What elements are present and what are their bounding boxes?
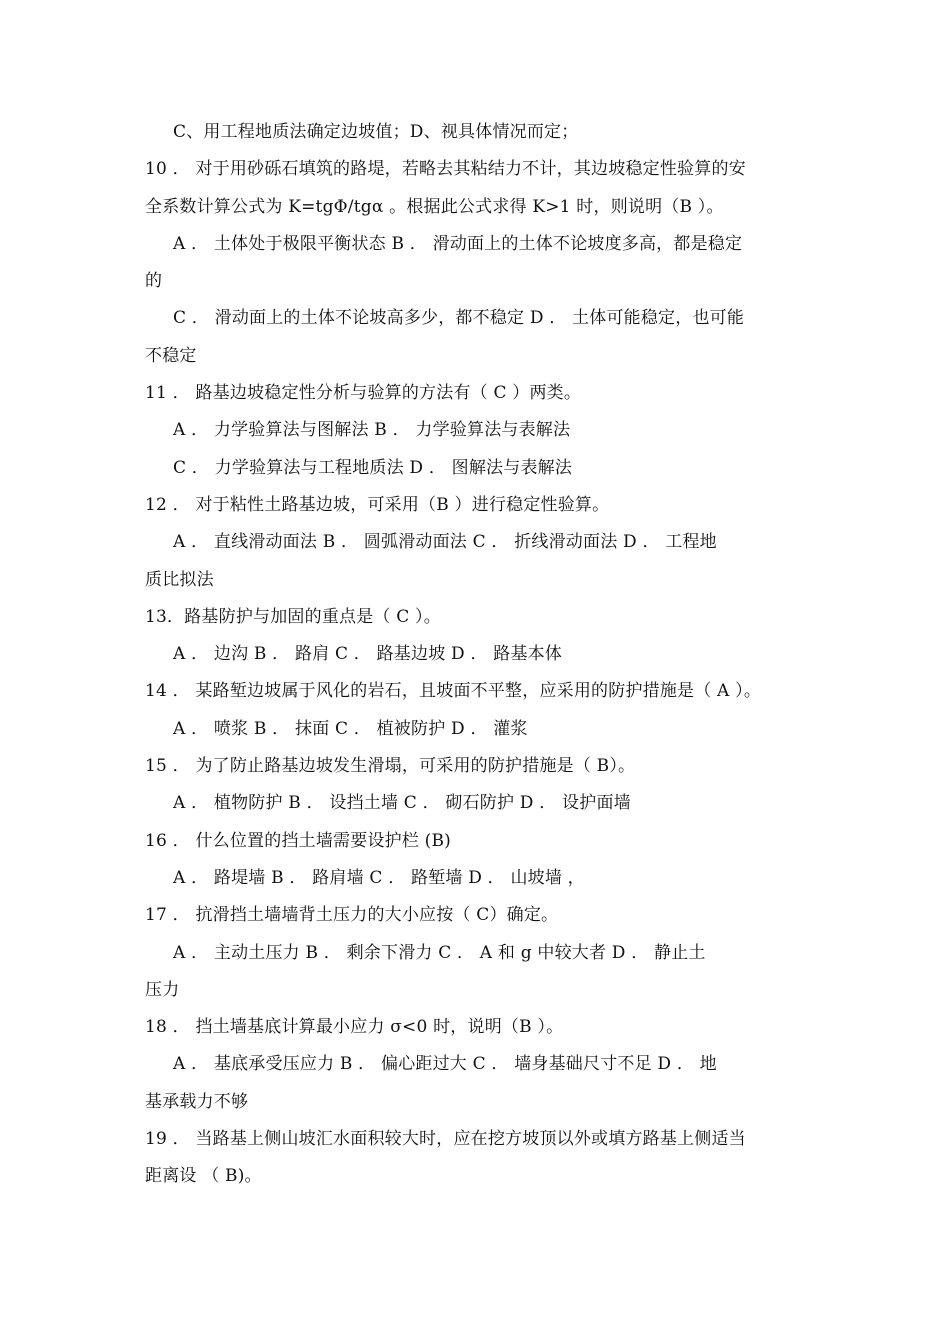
text-line: A ． 基底承受压应力 B ． 偏心距过大 C ． 墙身基础尺寸不足 D ． 地 [173,1054,717,1075]
text-line: 14 ． 某路堑边坡属于风化的岩石，且坡面不平整，应采用的防护措施是（ A ）。 [145,681,762,702]
text-line: 基承载力不够 [145,1091,249,1112]
text-line: A ． 植物防护 B ． 设挡土墙 C ． 砌石防护 D ． 设护面墙 [173,793,631,814]
text-line: 10 ． 对于用砂砾石填筑的路堤，若略去其粘结力不计，其边坡稳定性验算的安 [145,159,746,180]
text-line: A ． 力学验算法与图解法 B ． 力学验算法与表解法 [173,420,571,441]
text-line: 11 ． 路基边坡稳定性分析与验算的方法有（ C ）两类。 [145,383,582,404]
text-line: 13．路基防护与加固的重点是（ C ）。 [145,606,441,627]
text-line: C ． 力学验算法与工程地质法 D ． 图解法与表解法 [173,457,573,478]
text-line: C ． 滑动面上的土体不论坡高多少，都不稳定 D ． 土体可能稳定，也可能 [173,308,745,329]
text-line: A ． 主动土压力 B ． 剩余下滑力 C ． A 和 g 中较大者 D ． 静止土 [173,942,706,963]
text-line: A ． 土体处于极限平衡状态 B ． 滑动面上的土体不论坡度多高，都是稳定 [173,233,743,254]
text-line: 的 [145,271,163,292]
text-line: A ． 路堤墙 B ． 路肩墙 C ． 路堑墙 D ． 山坡墙 ， [173,867,585,888]
document-body [145,114,810,1196]
text-line: 12 ． 对于粘性土路基边坡，可采用（B ）进行稳定性验算。 [145,494,610,515]
text-line: 质比拟法 [145,569,214,590]
text-line: 全系数计算公式为 K=tgΦ/tgα 。根据此公式求得 K>1 时，则说明（B ）。 [145,196,724,217]
text-line: 18 ． 挡土墙基底计算最小应力 σ<0 时，说明（B ）。 [145,1017,564,1038]
text-line: A ． 喷浆 B ． 抹面 C ． 植被防护 D ． 灌浆 [173,718,528,739]
text-line: 压力 [145,979,180,1000]
text-line: A ． 边沟 B ． 路肩 C ． 路基边坡 D ． 路基本体 [173,644,563,665]
text-line: 17 ． 抗滑挡土墙墙背土压力的大小应按（ C）确定。 [145,905,559,926]
text-line: 15 ． 为了防止路基边坡发生滑塌，可采用的防护措施是（ B）。 [145,756,636,777]
text-line: 16 ． 什么位置的挡土墙需要设护栏 (B) [145,830,451,851]
text-line: 距离设 （ B)。 [145,1166,262,1187]
text-line: 19 ． 当路基上侧山坡汇水面积较大时，应在挖方坡顶以外或填方路基上侧适当 [145,1129,746,1150]
text-line: A ． 直线滑动面法 B ． 圆弧滑动面法 C ． 折线滑动面法 D ． 工程地 [173,532,717,553]
text-line: 不稳定 [145,345,197,366]
text-line: C、用工程地质法确定边坡值；D、视具体情况而定； [173,122,579,142]
